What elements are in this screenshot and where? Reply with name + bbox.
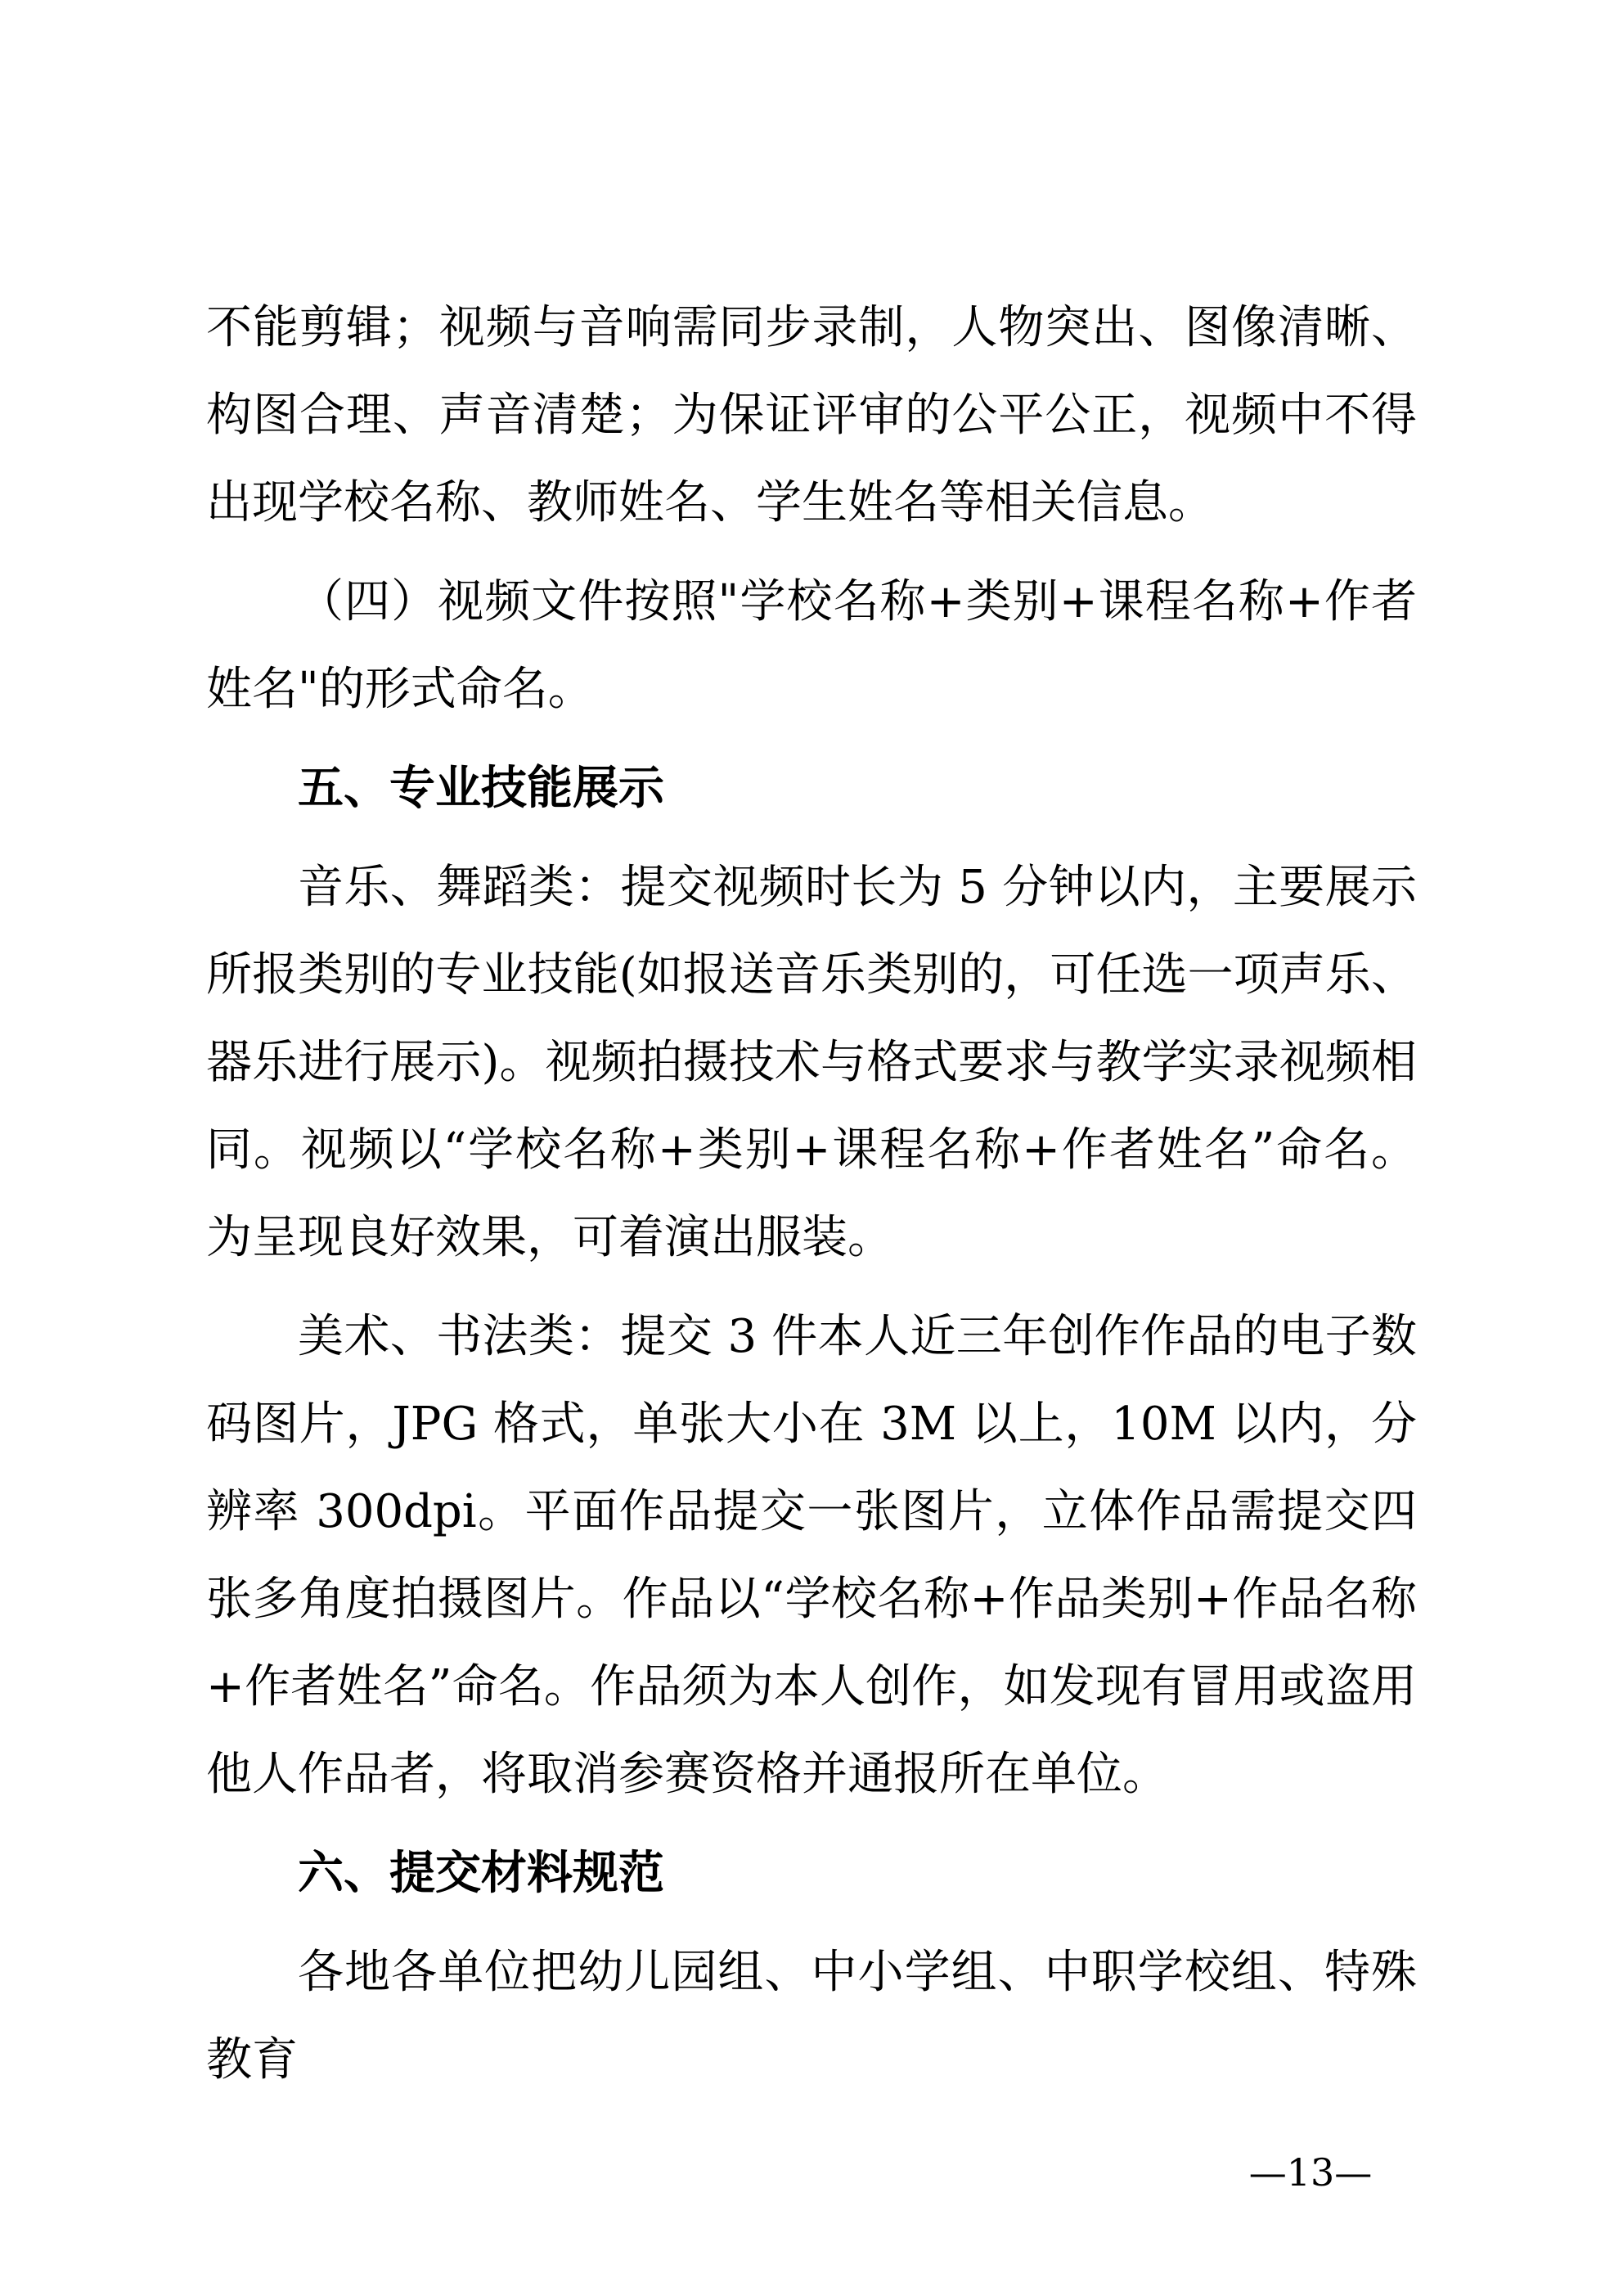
paragraph-art-calligraphy-category: 美术、书法类：提交 3 件本人近三年创作作品的电子数码图片，JPG 格式，单张大小在 3M 以上，10M 以内，分辨率 300dpi。平面作品提交一张图片，立体作品需提交四张多角度拍摄图片。作品以“学校名称+作品类别+作品名称+作者姓名”命名。作品须为本人创作，如发现有冒用或盗用他人作品者，将取消参赛资格并通报所在单位。 <box>206 1310 1417 1801</box>
paragraph-music-dance-category: 音乐、舞蹈类：提交视频时长为 5 分钟以内，主要展示所报类别的专业技能(如报送音乐类别的，可任选一项声乐、器乐进行展示)。视频拍摄技术与格式要求与教学实录视频相同。视频以“学校名称+类别+课程名称+作者姓名”命名。为呈现良好效果，可着演出服装。 <box>206 861 1417 1264</box>
paragraph-video-requirements: 不能剪辑；视频与音响需同步录制，人物突出、图像清晰、构图合理、声音清楚；为保证评审的公平公正，视频中不得出现学校名称、教师姓名、学生姓名等相关信息。 <box>206 301 1417 529</box>
heading-section-six-submission-spec: 六、提交材料规范 <box>298 1847 664 1900</box>
heading-section-five-skill-show: 五、专业技能展示 <box>298 762 664 815</box>
paragraph-submission-groups: 各地各单位把幼儿园组、中小学组、中职学校组、特殊教育 <box>206 1946 1417 2087</box>
page-number: —13— <box>1248 2150 1373 2195</box>
document-body <box>206 284 1417 2115</box>
paragraph-item-four-naming: （四）视频文件按照"学校名称+类别+课程名称+作者姓名"的形式命名。 <box>206 575 1417 716</box>
